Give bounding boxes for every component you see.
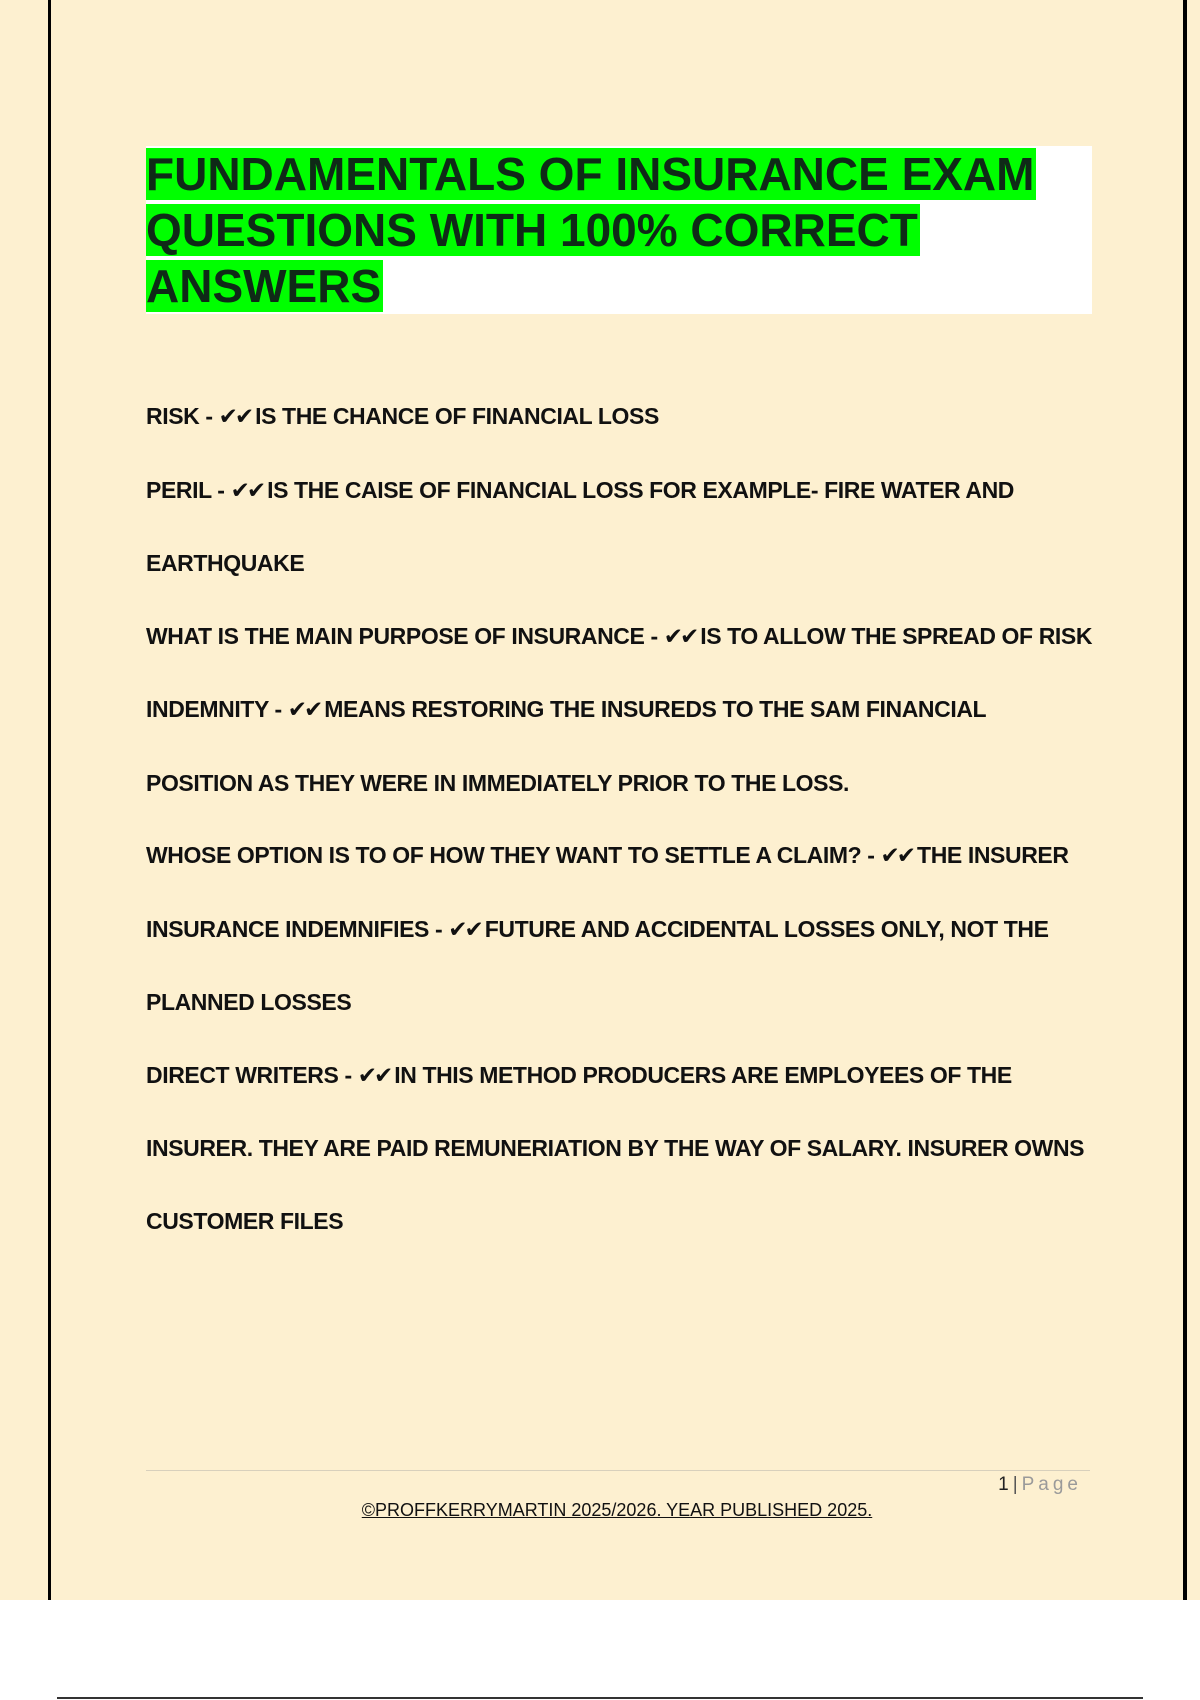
qa-answer: THE INSURER — [917, 842, 1069, 868]
check-mark-icon: ✔✔ — [357, 1062, 391, 1089]
check-mark-icon: ✔✔ — [218, 404, 252, 430]
check-mark-icon: ✔✔ — [448, 916, 481, 943]
page-border-right — [1183, 0, 1187, 1600]
qa-term: RISK - — [146, 403, 219, 429]
qa-term: INSURANCE INDEMNIFIES - — [146, 915, 449, 942]
qa-entry — [146, 673, 1096, 819]
page-number — [998, 1474, 1082, 1496]
page-label: Page — [1021, 1474, 1082, 1495]
page-number-separator: | — [1012, 1474, 1018, 1495]
page-number-value: 1 — [998, 1474, 1009, 1495]
qa-term: WHAT IS THE MAIN PURPOSE OF INSURANCE - — [146, 622, 664, 649]
qa-answer: IS THE CAISE OF FINANCIAL LOSS FOR EXAMPLE- FIRE WATER AND EARTHQUAKE — [146, 476, 1015, 576]
qa-term: WHOSE OPTION IS TO OF HOW THEY WANT TO SETTLE A CLAIM? - — [146, 842, 881, 868]
copyright-notice: ©PROFFKERRYMARTIN 2025/2026. YEAR PUBLISHED 2025. — [361, 1500, 873, 1520]
qa-term: PERIL - — [146, 476, 231, 503]
check-mark-icon: ✔✔ — [287, 697, 321, 723]
qa-answer: IS TO ALLOW THE SPREAD OF RISK — [700, 622, 1093, 649]
qa-answer: MEANS RESTORING THE INSUREDS TO THE SAM FINANCIAL POSITION AS THEY WERE IN IMMEDIATELY PRIOR TO THE LOSS. — [146, 696, 986, 796]
check-mark-icon: ✔✔ — [230, 477, 264, 504]
page-border-left — [48, 0, 51, 1600]
qa-term: INDEMNITY - — [146, 696, 288, 722]
qa-entry — [146, 600, 1096, 674]
qa-entry — [146, 893, 1096, 1039]
qa-entry — [146, 819, 1096, 893]
qa-list — [146, 380, 1096, 1257]
qa-term: DIRECT WRITERS - — [146, 1061, 358, 1088]
footer-divider — [146, 1470, 1090, 1471]
check-mark-icon: ✔✔ — [663, 623, 697, 650]
qa-entry — [146, 454, 1096, 600]
document-title: FUNDAMENTALS OF INSURANCE EXAM QUESTIONS WITH 100% CORRECT ANSWERS — [146, 148, 1035, 312]
qa-answer: FUTURE AND ACCIDENTAL LOSSES ONLY, NOT THE PLANNED LOSSES — [146, 915, 1049, 1015]
check-mark-icon: ✔✔ — [880, 843, 914, 869]
qa-answer: IN THIS METHOD PRODUCERS ARE EMPLOYEES OF THE INSURER. THEY ARE PAID REMUNERIATION BY THE WAY OF SALARY. INSURER OWNS CUSTOMER FILES — [146, 1061, 1085, 1234]
qa-entry — [146, 1039, 1096, 1258]
bottom-divider — [57, 1697, 1143, 1699]
qa-entry — [146, 380, 1096, 454]
qa-answer: IS THE CHANCE OF FINANCIAL LOSS — [255, 403, 659, 429]
